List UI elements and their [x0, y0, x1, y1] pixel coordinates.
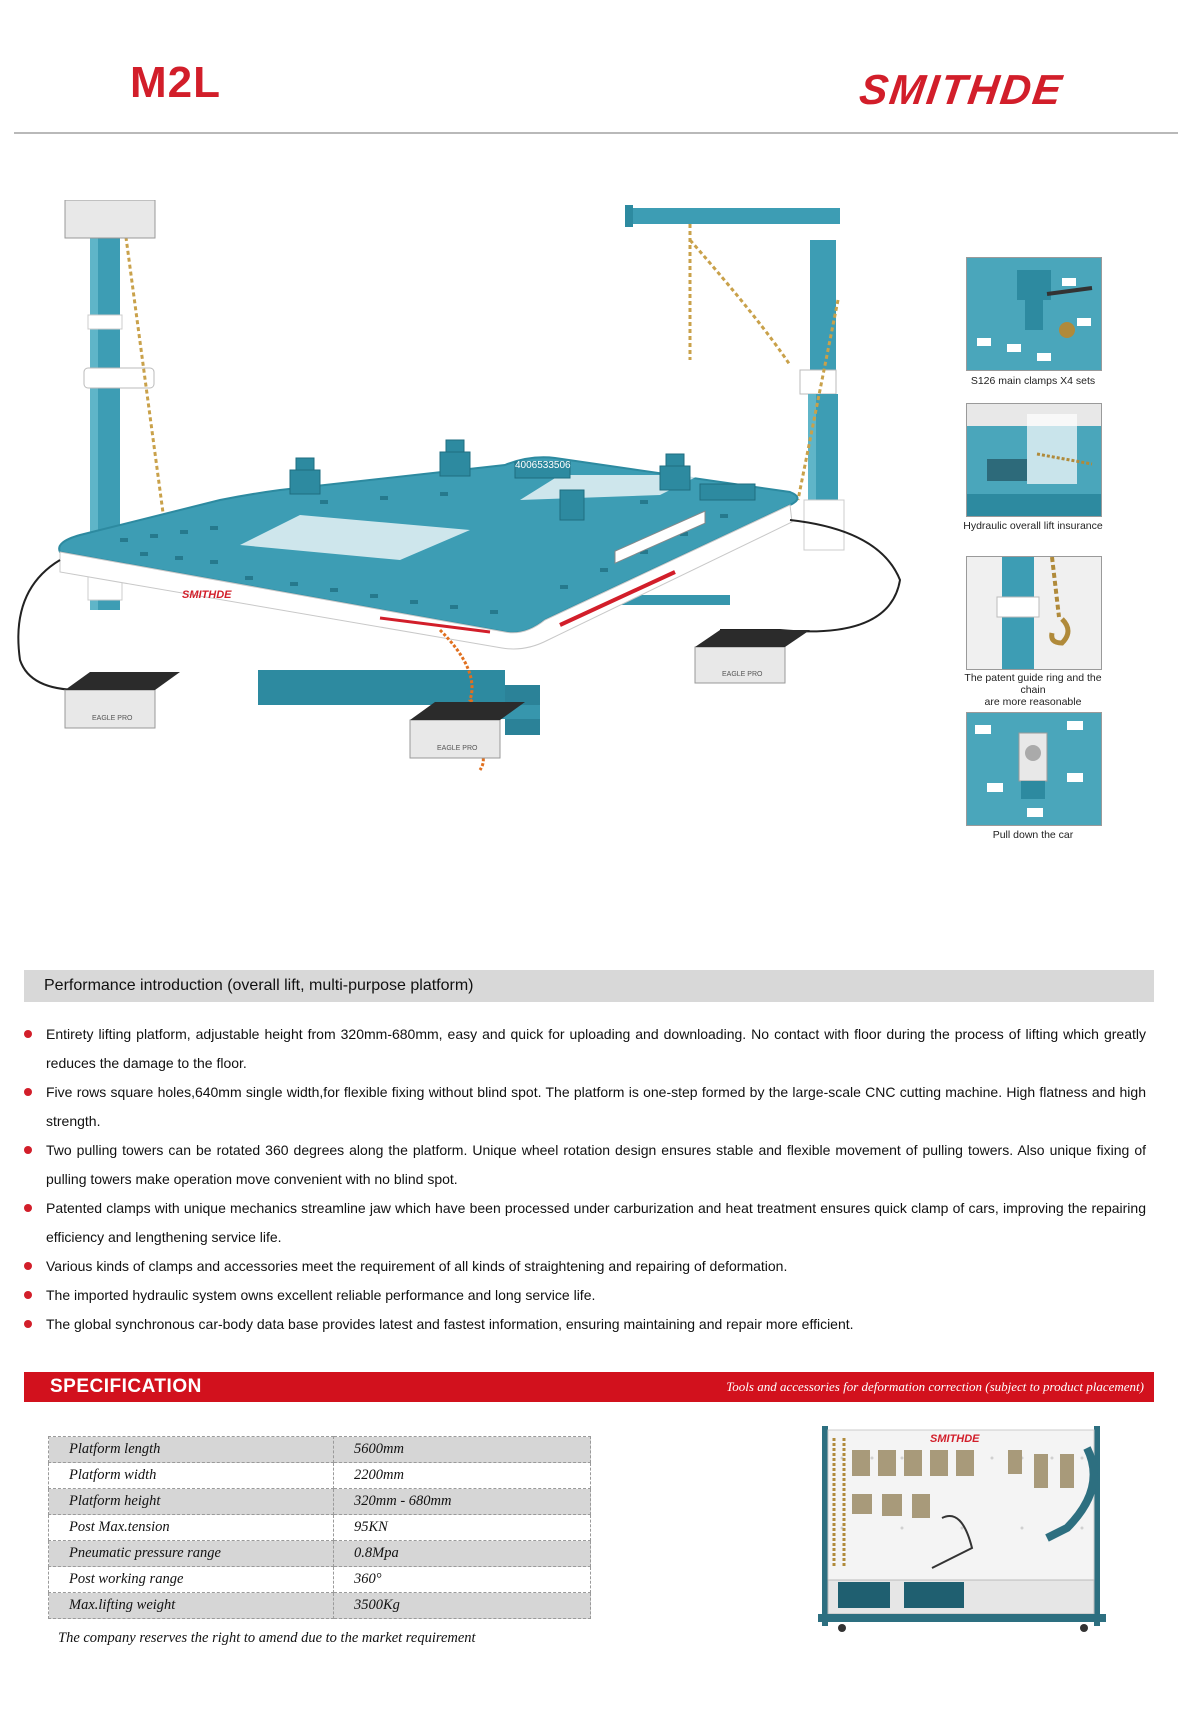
table-row: Post Max.tension 95KN	[49, 1515, 591, 1541]
feature-item: The global synchronous car-body data base provides latest and fastest information, ensuring maintaining and repair more efficient.	[22, 1310, 1146, 1339]
feature-item: The imported hydraulic system owns excellent reliable performance and long service life.	[22, 1281, 1146, 1310]
thumb-guide-ring	[966, 556, 1102, 670]
thumb-caption-3	[960, 672, 1106, 708]
performance-title: Performance introduction (overall lift, multi-purpose platform)	[44, 977, 474, 994]
specification-title: SPECIFICATION	[50, 1376, 202, 1397]
svg-text:EAGLE PRO: EAGLE PRO	[722, 671, 763, 678]
feature-list	[22, 1020, 1146, 1339]
bullet-icon	[24, 1030, 32, 1038]
model-title: M2L	[130, 58, 221, 107]
table-row: Platform width 2200mm	[49, 1463, 591, 1489]
thumb-main-clamps	[966, 257, 1102, 371]
thumb-caption-4: Pull down the car	[992, 829, 1074, 841]
feature-item: Five rows square holes,640mm single width,for flexible fixing without blind spot. The platform is one-step formed by the large-scale CNC cutting machine. High flatness and high strength.	[22, 1078, 1146, 1136]
disclaimer: The company reserves the right to amend due to the market requirement	[58, 1630, 476, 1646]
thumb-lift-insurance	[966, 403, 1102, 517]
thumb-caption-1: S126 main clamps X4 sets	[970, 375, 1096, 387]
spec-table	[48, 1436, 591, 1619]
bullet-icon	[24, 1088, 32, 1096]
hose-left	[18, 560, 80, 690]
feature-item: Patented clamps with unique mechanics streamline jaw which have been processed under carburization and heat treatment ensures quick clamp of cars, improving the repairing efficiency and lengthening service life.	[22, 1194, 1146, 1252]
table-row: Post working range 360°	[49, 1567, 591, 1593]
bullet-icon	[24, 1262, 32, 1270]
bullet-icon	[24, 1291, 32, 1299]
tool-board-illustration	[812, 1418, 1120, 1648]
table-row: Platform height 320mm - 680mm	[49, 1489, 591, 1515]
pump-right	[695, 630, 810, 683]
thumb-caption-2: Hydraulic overall lift insurance	[963, 520, 1103, 532]
pump-left	[65, 200, 180, 728]
bullet-icon	[24, 1320, 32, 1328]
bullet-icon	[24, 1146, 32, 1154]
table-row: Max.lifting weight 3500Kg	[49, 1593, 591, 1619]
feature-item: Two pulling towers can be rotated 360 degrees along the platform. Unique wheel rotation design ensures stable and flexible movement of pulling towers. Also unique fixing of pulling towers make operation move convenient with no blind spot.	[22, 1136, 1146, 1194]
bullet-icon	[24, 1204, 32, 1212]
table-row: Pneumatic pressure range 0.8Mpa	[49, 1541, 591, 1567]
rail-brand: SMITHDE	[182, 589, 232, 601]
svg-text:EAGLE PRO: EAGLE PRO	[437, 745, 478, 752]
tool-board-brand: SMITHDE	[930, 1433, 980, 1445]
bench-illustration	[0, 200, 940, 820]
platform-phone: 4006533506	[515, 460, 571, 471]
header-divider	[14, 132, 1178, 134]
thumb-pull-down	[966, 712, 1102, 826]
svg-text:EAGLE PRO: EAGLE PRO	[92, 715, 133, 722]
thumb-caption-3-line1: The patent guide ring and the chain	[964, 672, 1102, 696]
thumb-caption-3-line2: are more reasonable	[984, 696, 1082, 708]
table-row: Platform length 5600mm	[49, 1437, 591, 1463]
specification-note: Tools and accessories for deformation correction (subject to product placement)	[726, 1379, 1144, 1394]
feature-item: Various kinds of clamps and accessories meet the requirement of all kinds of straightening and repairing of deformation.	[22, 1252, 1146, 1281]
feature-item: Entirety lifting platform, adjustable height from 320mm-680mm, easy and quick for uploading and downloading. No contact with floor during the process of lifting which greatly reduces the damage to the floor.	[22, 1020, 1146, 1078]
brand-logo: SMITHDE	[856, 66, 1067, 113]
platform	[59, 440, 797, 649]
